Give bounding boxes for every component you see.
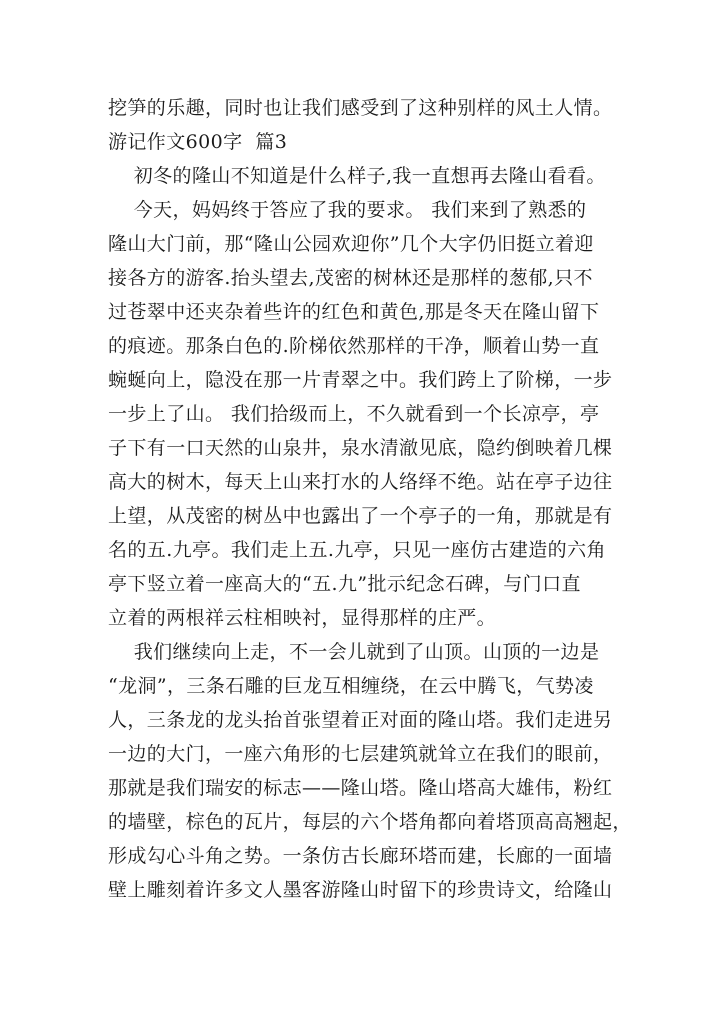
text-line: 隆山大门前，那“隆山公园欢迎你”几个大字仍旧挺立着迎 — [108, 233, 594, 255]
text-line: 初冬的隆山不知道是什么样子,我一直想再去隆山看看。 — [108, 165, 606, 187]
section-heading: 游记作文600字 篇3 — [108, 131, 288, 153]
text-line: 形成勾心斗角之势。一条仿古长廊环塔而建，长廊的一面墙 — [108, 845, 613, 867]
text-line: 亭下竖立着一座高大的“五.九”批示纪念石碑，与门口直 — [108, 573, 581, 595]
text-line: 的墙壁，棕色的瓦片，每层的六个塔角都向着塔顶高高翘起， — [108, 811, 632, 833]
text-line: “龙洞”，三条石雕的巨龙互相缠绕，在云中腾飞，气势凌 — [108, 675, 594, 697]
text-line: 人，三条龙的龙头抬首张望着正对面的隆山塔。我们走进另 — [108, 709, 613, 731]
text-line: 过苍翠中还夹杂着些许的红色和黄色,那是冬天在隆山留下 — [108, 301, 600, 323]
text-line: 子下有一口天然的山泉井，泉水清澈见底，隐约倒映着几棵 — [108, 437, 613, 459]
text-line: 那就是我们瑞安的标志——隆山塔。隆山塔高大雄伟，粉红 — [108, 777, 613, 799]
text-line: 的痕迹。那条白色的.阶梯依然那样的干净，顺着山势一直 — [108, 335, 600, 357]
text-line: 一边的大门，一座六角形的七层建筑就耸立在我们的眼前， — [108, 743, 613, 765]
text-line: 名的五.九亭。我们走上五.九亭，只见一座仿古建造的六角 — [108, 539, 606, 561]
text-line: 今天，妈妈终于答应了我的要求。 我们来到了熟悉的 — [108, 199, 587, 221]
text-line: 高大的树木，每天上山来打水的人络绎不绝。站在亭子边往 — [108, 471, 613, 493]
text-line: 上望，从茂密的树丛中也露出了一个亭子的一角，那就是有 — [108, 505, 613, 527]
text-line: 壁上雕刻着许多文人墨客游隆山时留下的珍贵诗文，给隆山 — [108, 879, 613, 901]
text-line: 立着的两根祥云柱相映衬，显得那样的庄严。 — [108, 607, 497, 629]
text-line: 接各方的游客.抬头望去,茂密的树林还是那样的葱郁,只不 — [108, 267, 593, 289]
text-line: 蜿蜒向上，隐没在那一片青翠之中。我们跨上了阶梯，一步 — [108, 369, 613, 391]
text-line: 一步上了山。 我们拾级而上，不久就看到一个长凉亭，亭 — [108, 403, 600, 425]
text-line: 挖笋的乐趣，同时也让我们感受到了这种别样的风土人情。 — [108, 97, 613, 119]
text-line: 我们继续向上走，不一会儿就到了山顶。山顶的一边是 — [108, 641, 600, 663]
